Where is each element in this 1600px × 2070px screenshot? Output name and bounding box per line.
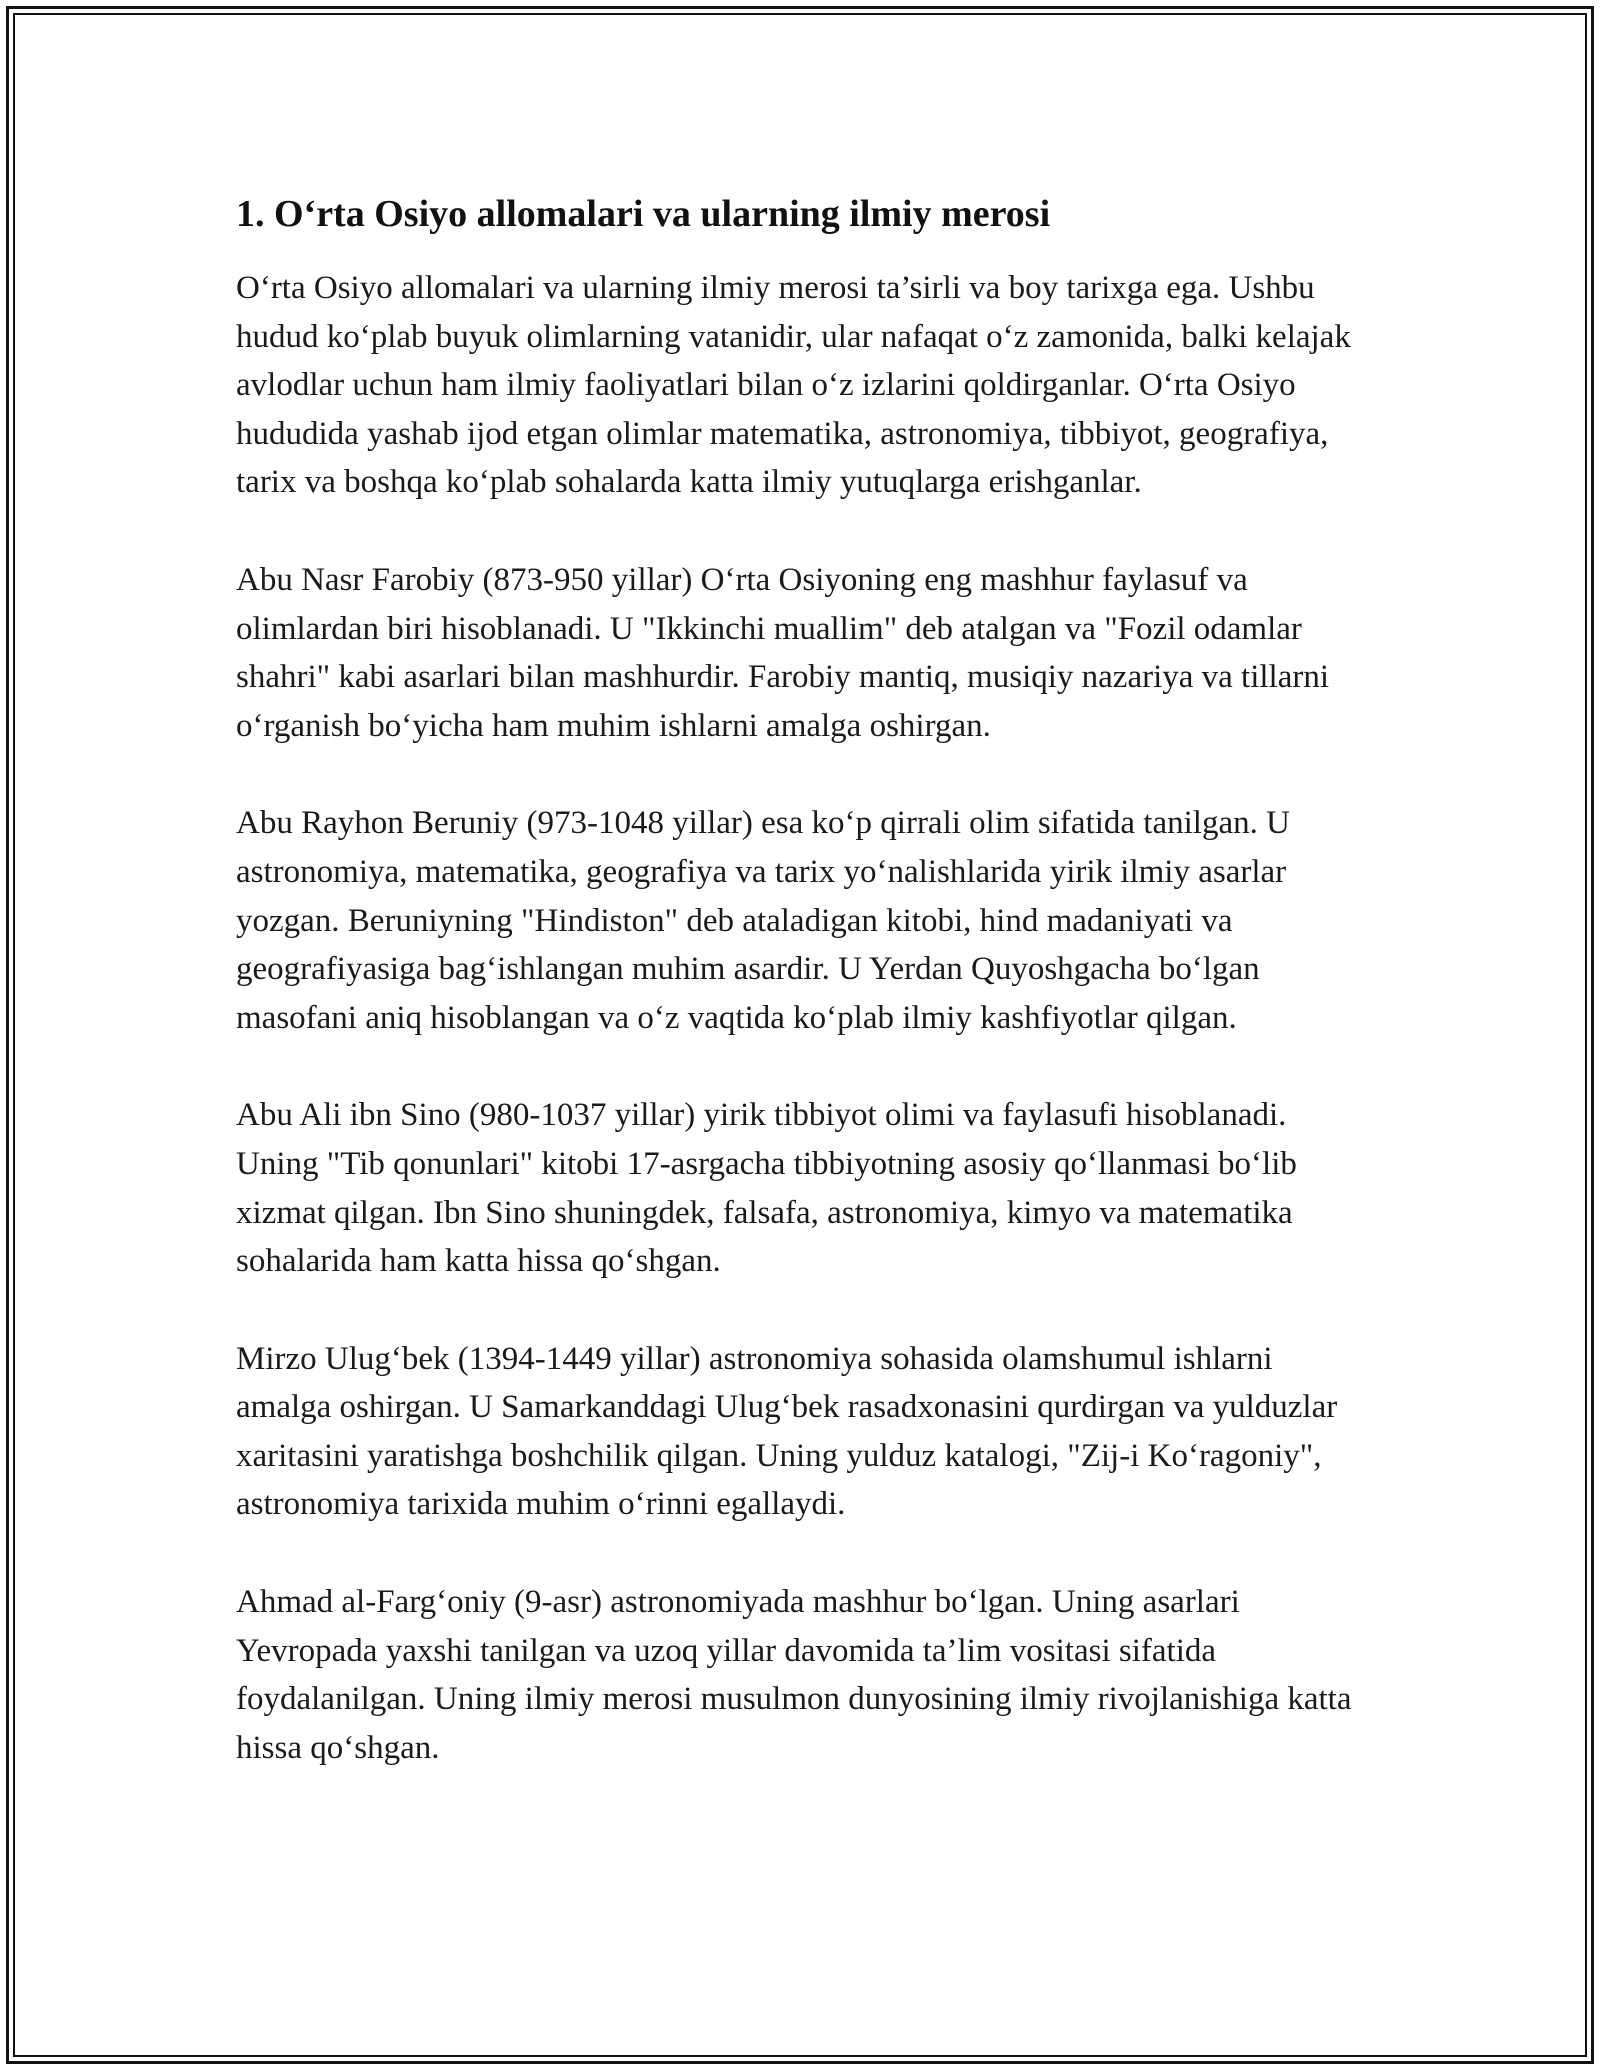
paragraph-al-fargoniy: Ahmad al-Farg‘oniy (9-asr) astronomiyada mashhur bo‘lgan. Uning asarlari Yevropada yaxshi tanilgan va uzoq yillar davomida ta’lim vositasi sifatida foydalanilgan. Uning ilmiy merosi musulmon dunyosining ilmiy rivojlanishiga katta hissa qo‘shgan. bbox=[236, 1584, 1352, 1766]
paragraph-farobiy: Abu Nasr Farobiy (873-950 yillar) O‘rta Osiyoning eng mashhur faylasuf va olimlardan biri hisoblanadi. U "Ikkinchi muallim" deb atalgan va "Fozil odamlar shahri" kabi asarlari bilan mashhurdir. Farobiy mantiq, musiqiy nazariya va tillarni o‘rganish bo‘yicha ham muhim ishlarni amalga oshirgan. bbox=[236, 561, 1330, 744]
paragraph-ulugbek: Mirzo Ulug‘bek (1394-1449 yillar) astronomiya sohasida olamshumul ishlarni amalga oshirgan. U Samarkanddagi Ulug‘bek rasadxonasini qurdirgan va yulduzlar xaritasini yaratishga boshchilik qilgan. Uning yulduz katalogi, "Zij-i Ko‘ragoniy", astronomiya tarixida muhim o‘rinni egallaydi. bbox=[236, 1340, 1338, 1523]
paragraph-intro: O‘rta Osiyo allomalari va ularning ilmiy merosi ta’sirli va boy tarixga ega. Ushbu hudud ko‘plab buyuk olimlarning vatanidir, ular nafaqat o‘z zamonida, balki kelajak avlodlar uchun ham ilmiy faoliyatlari bilan o‘z izlarini qoldirganlar. O‘rta Osiyo hududida yashab ijod etgan olimlar matematika, astronomiya, tibbiyot, geografiya, tarix va boshqa ko‘plab sohalarda katta ilmiy yutuqlarga erishganlar. bbox=[236, 270, 1351, 501]
document-page bbox=[236, 186, 1376, 1821]
paragraph-beruniy: Abu Rayhon Beruniy (973-1048 yillar) esa ko‘p qirrali olim sifatida tanilgan. U astronomiya, matematika, geografiya va tarix yo‘nalishlarida yirik ilmiy asarlar yozgan. Beruniyning "Hindiston" deb ataladigan kitobi, hind madaniyati va geografiyasiga bag‘ishlangan muhim asardir. U Yerdan Quyoshgacha bo‘lgan masofani aniq hisoblangan va o‘z vaqtida ko‘plab ilmiy kashfiyotlar qilgan. bbox=[236, 805, 1290, 1036]
paragraph-ibn-sino: Abu Ali ibn Sino (980-1037 yillar) yirik tibbiyot olimi va faylasufi hisoblanadi. Uning "Tib qonunlari" kitobi 17-asrgacha tibbiyotning asosiy qo‘llanmasi bo‘lib xizmat qilgan. Ibn Sino shuningdek, falsafa, astronomiya, kimyo va matematika sohalarida ham katta hissa qo‘shgan. bbox=[236, 1097, 1297, 1280]
section-heading: 1. O‘rta Osiyo allomalari va ularning ilmiy merosi bbox=[236, 193, 1051, 235]
